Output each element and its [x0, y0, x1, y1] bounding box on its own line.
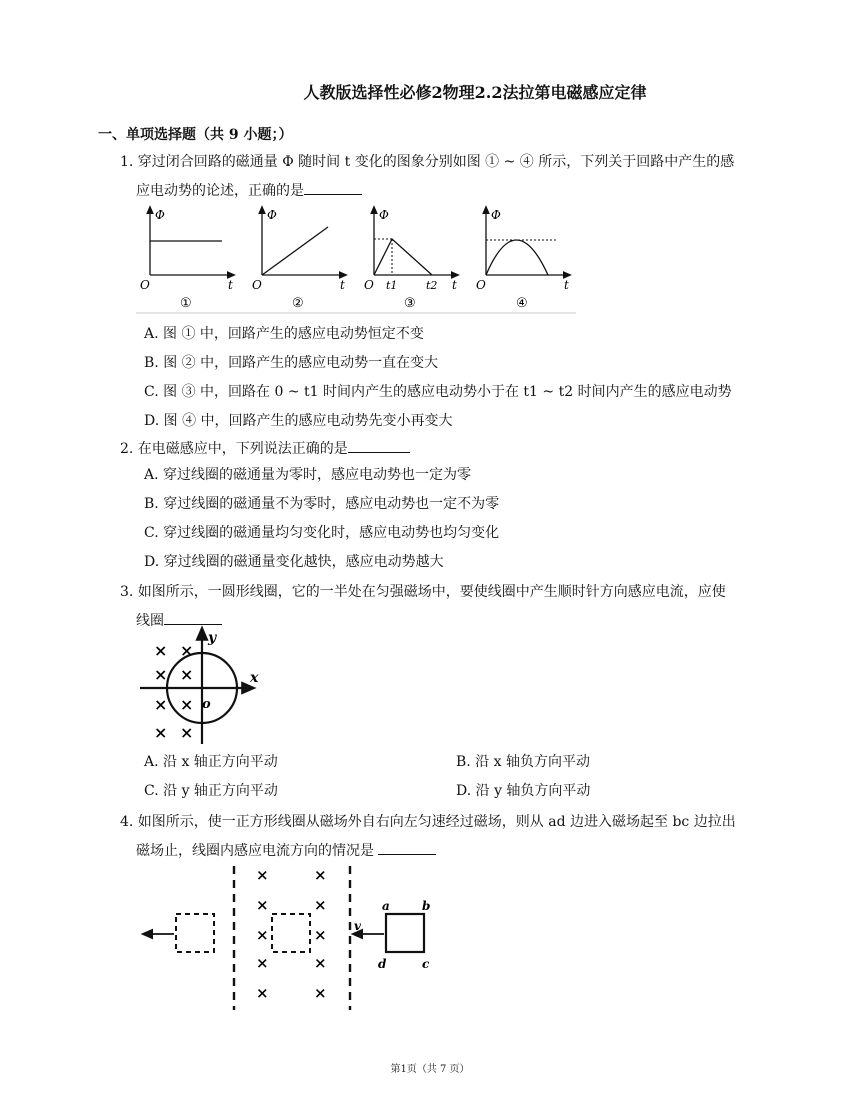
- graph-4: [476, 208, 569, 311]
- svg-text:t2: t2: [426, 279, 438, 292]
- svg-text:t1: t1: [386, 279, 398, 292]
- svg-text:O: O: [140, 278, 150, 292]
- question-3-figure: [138, 628, 268, 746]
- question-4-figure: [140, 862, 440, 1012]
- answer-blank: [378, 839, 436, 855]
- question-1-option-b[interactable]: B. 图 ② 中，回路产生的感应电动势一直在变大: [144, 355, 439, 371]
- svg-text:×: ×: [314, 866, 327, 884]
- svg-text:t: t: [564, 278, 569, 292]
- svg-text:×: ×: [180, 665, 194, 684]
- svg-text:×: ×: [154, 641, 168, 660]
- question-3-line2: 线圈: [120, 607, 768, 636]
- question-1-figure: [136, 205, 576, 315]
- question-4-line2: 磁场止，线圈内感应电流方向的情况是: [120, 837, 768, 866]
- page-footer: 第1页（共 7 页）: [390, 1064, 470, 1075]
- svg-text:×: ×: [256, 926, 269, 944]
- question-1-option-a[interactable]: A. 图 ① 中，回路产生的感应电动势恒定不变: [144, 326, 424, 342]
- svg-text:d: d: [378, 957, 387, 971]
- svg-text:O: O: [252, 278, 262, 292]
- svg-text:×: ×: [154, 665, 168, 684]
- svg-text:③: ③: [404, 296, 416, 311]
- svg-text:c: c: [422, 957, 430, 971]
- question-4: [120, 808, 768, 866]
- graph-3: [364, 208, 457, 311]
- question-3-option-b[interactable]: B. 沿 x 轴负方向平动: [456, 754, 590, 770]
- question-3-line1: 3. 如图所示，一圆形线圈，它的一半处在匀强磁场中，要使线圈中产生顺时针方向感应电流，应使: [120, 584, 726, 600]
- svg-text:Φ: Φ: [491, 208, 501, 222]
- svg-text:②: ②: [292, 296, 304, 311]
- question-1: [120, 148, 768, 206]
- svg-text:Φ: Φ: [379, 208, 389, 222]
- question-3-option-d[interactable]: D. 沿 y 轴负方向平动: [456, 783, 591, 799]
- svg-text:Φ: Φ: [267, 208, 277, 222]
- svg-text:b: b: [422, 899, 431, 913]
- svg-text:O: O: [364, 278, 374, 292]
- question-1-option-d[interactable]: D. 图 ④ 中，回路产生的感应电动势先变小再变大: [144, 413, 453, 429]
- svg-text:×: ×: [154, 695, 168, 714]
- svg-text:×: ×: [180, 695, 194, 714]
- graph-2: [252, 208, 345, 311]
- svg-text:Φ: Φ: [155, 208, 165, 222]
- svg-text:a: a: [382, 899, 390, 913]
- answer-blank: [164, 609, 222, 625]
- svg-text:×: ×: [180, 723, 194, 742]
- svg-text:×: ×: [256, 896, 269, 914]
- svg-text:×: ×: [314, 954, 327, 972]
- svg-text:O: O: [476, 278, 486, 292]
- svg-text:v: v: [354, 919, 361, 933]
- question-2-option-c[interactable]: C. 穿过线圈的磁通量均匀变化时，感应电动势也均匀变化: [144, 525, 500, 541]
- svg-text:t: t: [452, 278, 457, 292]
- question-3-option-a[interactable]: A. 沿 x 轴正方向平动: [144, 754, 278, 770]
- answer-blank: [348, 437, 410, 453]
- question-1-option-c[interactable]: C. 图 ③ 中，回路在 0 ~ t1 时间内产生的感应电动势小于在 t1 ~ t2 时间内产生的感应电动势: [144, 384, 732, 400]
- document-title: 人教版选择性必修2物理2.2法拉第电磁感应定律: [303, 83, 647, 102]
- svg-text:①: ①: [180, 296, 192, 311]
- svg-text:×: ×: [314, 984, 327, 1002]
- svg-text:o: o: [202, 697, 211, 712]
- answer-blank: [304, 179, 362, 195]
- question-2-option-b[interactable]: B. 穿过线圈的磁通量不为零时，感应电动势也一定不为零: [144, 496, 500, 512]
- question-4-line1: 4. 如图所示，使一正方形线圈从磁场外自右向左匀速经过磁场，则从 ad 边进入磁场起至 bc 边拉出: [120, 814, 736, 830]
- svg-text:×: ×: [314, 896, 327, 914]
- svg-text:×: ×: [180, 641, 194, 660]
- question-1-line1: 1. 穿过闭合回路的磁通量 Φ 随时间 t 变化的图象分别如图 ① ~ ④ 所示，下列关于回路中产生的感: [120, 154, 735, 170]
- question-2-option-d[interactable]: D. 穿过线圈的磁通量变化越快，感应电动势越大: [144, 554, 444, 570]
- question-2-line1: 2. 在电磁感应中，下列说法正确的是: [120, 435, 768, 464]
- section-heading: 一、单项选择题（共 9 小题；）: [98, 127, 293, 143]
- question-2: [120, 435, 768, 464]
- question-3-option-c[interactable]: C. 沿 y 轴正方向平动: [144, 783, 278, 799]
- svg-text:y: y: [208, 630, 217, 646]
- svg-text:t: t: [228, 278, 233, 292]
- svg-text:④: ④: [516, 296, 528, 311]
- graph-1: [140, 208, 233, 311]
- svg-text:×: ×: [256, 954, 269, 972]
- question-1-line2: 应电动势的论述，正确的是: [120, 177, 768, 206]
- svg-text:t: t: [340, 278, 345, 292]
- svg-text:×: ×: [256, 866, 269, 884]
- svg-text:×: ×: [314, 926, 327, 944]
- svg-text:×: ×: [256, 984, 269, 1002]
- question-2-option-a[interactable]: A. 穿过线圈的磁通量为零时，感应电动势也一定为零: [144, 467, 472, 483]
- svg-text:×: ×: [154, 723, 168, 742]
- svg-text:x: x: [250, 670, 259, 686]
